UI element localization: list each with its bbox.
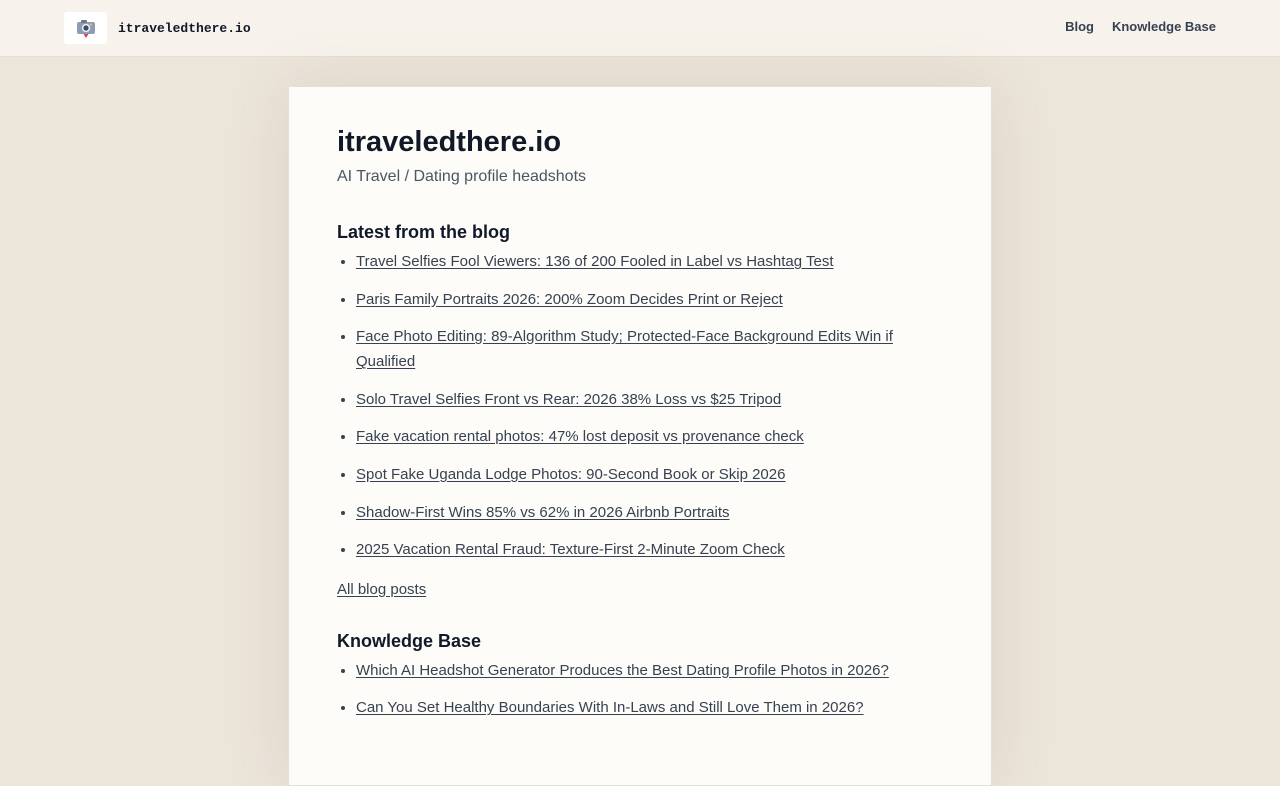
blog-post-link[interactable]: Face Photo Editing: 89-Algorithm Study; Protected-Face Background Edits Win if Qualified: [356, 328, 893, 371]
page-title: itraveledthere.io: [337, 126, 562, 158]
blog-post-link[interactable]: Paris Family Portraits 2026: 200% Zoom Decides Print or Reject: [356, 290, 783, 308]
knowledge-base-link[interactable]: Which AI Headshot Generator Produces the Best Dating Profile Photos in 2026?: [356, 661, 889, 679]
list-item: [356, 249, 943, 274]
list-item: [356, 695, 943, 720]
camera-pin-icon: [64, 12, 107, 44]
blog-post-link[interactable]: Spot Fake Uganda Lodge Photos: 90-Second Book or Skip 2026: [356, 465, 786, 483]
list-item: [356, 424, 943, 449]
list-item: [356, 287, 943, 312]
blog-post-link[interactable]: Shadow-First Wins 85% vs 62% in 2026 Airbnb Portraits: [356, 503, 730, 521]
blog-post-link[interactable]: Travel Selfies Fool Viewers: 136 of 200 Fooled in Label vs Hashtag Test: [356, 253, 834, 270]
main-nav: [1065, 19, 1216, 34]
list-item: [356, 324, 943, 374]
blog-post-list: [337, 249, 943, 562]
nav-link-blog[interactable]: Blog: [1065, 19, 1094, 34]
list-item: [356, 658, 943, 683]
brand-name: itraveledthere.io: [118, 20, 251, 36]
knowledge-base-heading: Knowledge Base: [337, 630, 482, 651]
list-item: [356, 387, 943, 412]
list-item: [356, 462, 943, 487]
brand-home-link[interactable]: [64, 12, 251, 44]
knowledge-base-list: [337, 658, 943, 721]
page-subtitle: AI Travel / Dating profile headshots: [337, 168, 587, 185]
blog-post-link[interactable]: Solo Travel Selfies Front vs Rear: 2026 38% Loss vs $25 Tripod: [356, 390, 782, 408]
list-item: [356, 537, 943, 562]
all-blog-posts-link[interactable]: All blog posts: [337, 580, 427, 598]
knowledge-base-link[interactable]: Can You Set Healthy Boundaries With In-Laws and Still Love Them in 2026?: [356, 699, 864, 717]
content-card: [288, 86, 992, 786]
blog-post-link[interactable]: Fake vacation rental photos: 47% lost deposit vs provenance check: [356, 428, 804, 446]
blog-post-link[interactable]: 2025 Vacation Rental Fraud: Texture-First 2-Minute Zoom Check: [356, 541, 785, 559]
list-item: [356, 500, 943, 525]
top-navigation-bar: [0, 0, 1280, 57]
nav-link-knowledge-base[interactable]: Knowledge Base: [1111, 19, 1216, 34]
blog-section-heading: Latest from the blog: [337, 222, 511, 242]
